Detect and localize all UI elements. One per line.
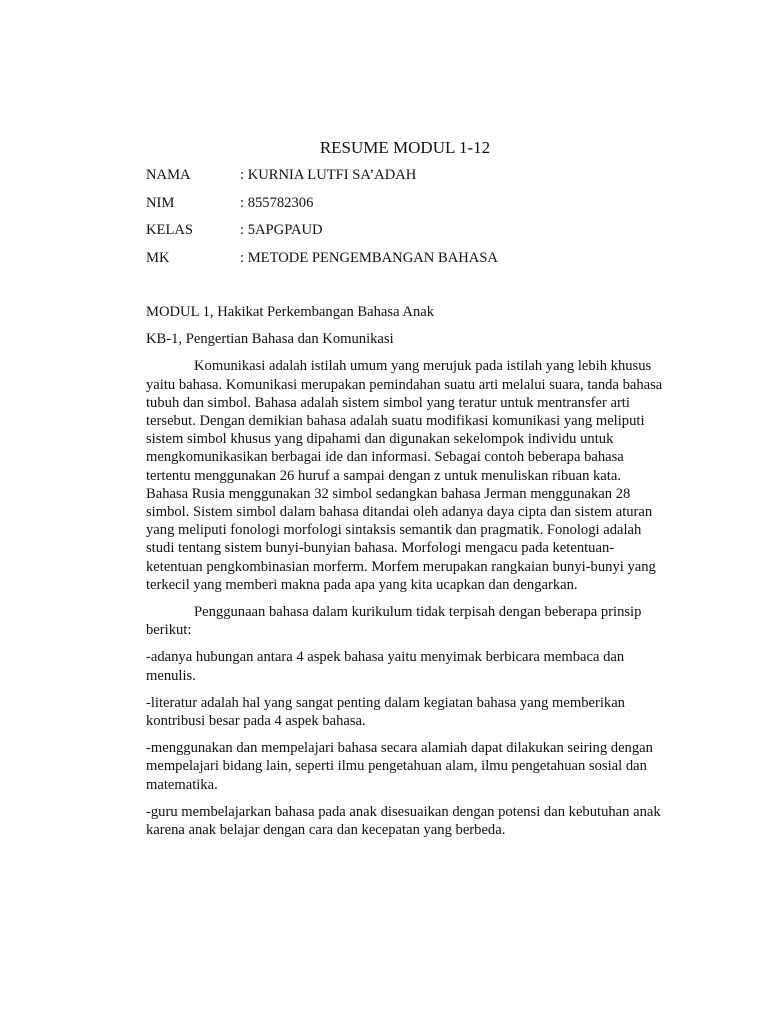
info-row-mk: [146, 249, 664, 277]
bullet-item: -guru membelajarkan bahasa pada anak disesuaikan dengan potensi dan kebutuhan anak karena anak belajar dengan cara dan kecepatan yang berbeda.: [146, 803, 661, 839]
info-value: : 5APGPAUD: [240, 222, 323, 238]
body-paragraph: Komunikasi adalah istilah umum yang merujuk pada istilah yang lebih khusus yaitu bahasa. Komunikasi merupakan pemindahan suatu arti melalui suara, tanda bahasa tubuh dan simbol. Bahasa adalah sistem simbol yang teratur untuk mentransfer arti tersebut. Dengan demikian bahasa adalah suatu modifikasi komunikasi yang meliputi sistem simbol khusus yang dipahami dan digunakan sekelompok individu untuk mengkomunikasikan berbagai ide dan informasi. Sebagai contoh beberapa bahasa tertentu menggunakan 26 huruf a sampai dengan z untuk menuliskan ribuan kata. Bahasa Rusia menggunakan 32 simbol sedangkan bahasa Jerman menggunakan 28 simbol. Sistem simbol dalam bahasa ditandai oleh adanya daya cipta dan sistem aturan yang meliputi fonologi morfologi sintaksis semantik dan pragmatik. Fonologi adalah studi tentang sistem bunyi-bunyian bahasa. Morfologi mengacu pada ketentuan-ketentuan pengkombinasian morferm. Morfem merupakan rangkaian bunyi-bunyi yang terkecil yang memberi makna pada apa yang kita ucapkan dan dengarkan.: [146, 358, 663, 593]
info-row-nama: [146, 166, 664, 194]
bullet-item: -adanya hubungan antara 4 aspek bahasa yaitu menyimak berbicara membaca dan menulis.: [146, 649, 625, 684]
info-row-kelas: [146, 221, 664, 249]
info-value: : 855782306: [240, 194, 314, 211]
info-row-nim: [146, 194, 664, 222]
info-value: : KURNIA LUTFI SA’ADAH: [240, 167, 417, 183]
info-value: : METODE PENGEMBANGAN BAHASA: [240, 249, 498, 266]
kb-heading: KB-1, Pengertian Bahasa dan Komunikasi: [146, 331, 394, 348]
student-info: [146, 166, 664, 276]
info-label: MK: [146, 249, 170, 266]
body-paragraph: Penggunaan bahasa dalam kurikulum tidak terpisah dengan beberapa prinsip berikut:: [146, 604, 642, 639]
info-label: KELAS: [146, 222, 194, 238]
info-label: NIM: [146, 194, 175, 211]
document-page: [146, 136, 664, 848]
module-heading: MODUL 1, Hakikat Perkembangan Bahasa Anak: [146, 304, 435, 320]
info-label: NAMA: [146, 167, 191, 183]
document-title: RESUME MODUL 1-12: [319, 138, 491, 157]
bullet-item: -literatur adalah hal yang sangat penting dalam kegiatan bahasa yang memberikan kontribusi besar pada 4 aspek bahasa.: [146, 694, 625, 730]
bullet-item: -menggunakan dan mempelajari bahasa secara alamiah dapat dilakukan seiring dengan mempelajari bidang lain, seperti ilmu pengetahuan alam, ilmu pengetahuan sosial dan matematika.: [146, 740, 653, 793]
